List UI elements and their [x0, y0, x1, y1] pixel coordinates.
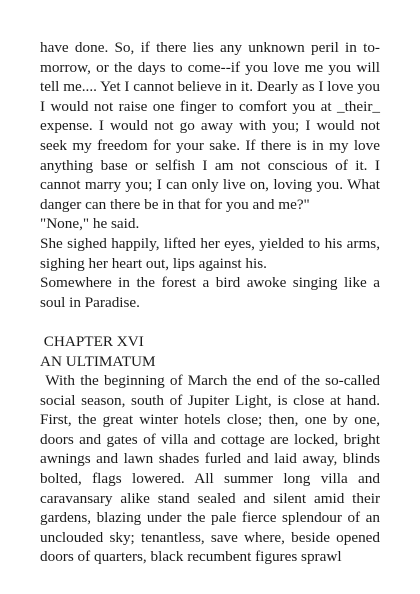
- document-page: [40, 38, 384, 567]
- chapter-number: CHAPTER XVI: [40, 332, 144, 350]
- chapter-opening-paragraph: With the beginning of March the end of the so-called social season, south of Jupiter Light, is close at hand. First, the great winter hotels close; then, one by one, doors and gates of villa and cottage are locked, bright awnings and lawn shades furled and laid away, blinds bolted, flags lowered. All summer long villa and caravansary alike stand sealed and silent amid their gardens, blazing under the pale fierce splendour of an unclouded sky; tenantless, save where, beside opened doors of quarters, black recumbent figures sprawl: [40, 372, 384, 566]
- section-gap: [40, 312, 380, 332]
- chapter-title: AN ULTIMATUM: [40, 352, 156, 370]
- paragraph-embrace: She sighed happily, lifted her eyes, yielded to his arms, sighing her heart out, lips against his.: [40, 234, 380, 272]
- paragraph-dialogue: have done. So, if there lies any unknown peril in to-morrow, or the days to come--if you love me you will tell me.... Yet I cannot believe in it. Dearly as I love you I would not raise one finger to comfort you at _their_ expense. I would not go away with you; I would not seek my freedom for your sake. If there is in my love anything base or selfish I am not conscious of it. I cannot marry you; I can only live on, loving you. What danger can there be in that for you and me?": [40, 39, 380, 213]
- paragraph-bird: Somewhere in the forest a bird awoke singing like a soul in Paradise.: [40, 274, 380, 311]
- paragraph-reply: "None," he said.: [40, 215, 140, 233]
